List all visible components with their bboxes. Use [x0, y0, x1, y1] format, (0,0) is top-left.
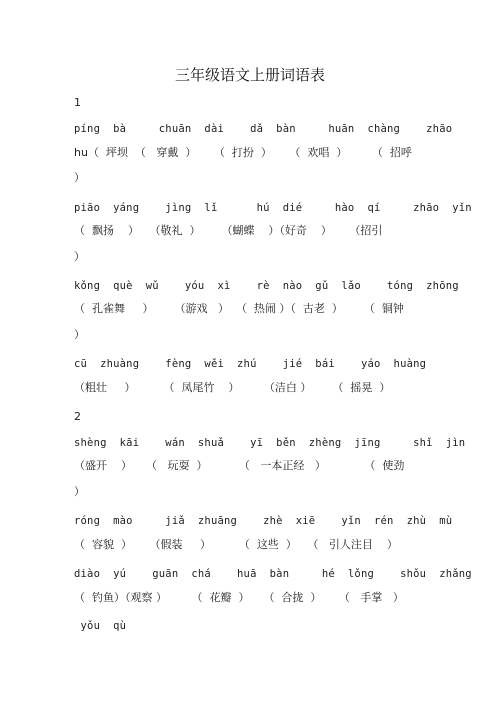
- word-line: ）: [74, 485, 85, 498]
- pinyin-line: piāo yáng jìng lǐ hú dié hào qí zhāo yǐn: [74, 202, 472, 214]
- pinyin-line: kǒng què wǔ yóu xì rè nào gǔ lǎo tóng zhōng: [74, 280, 459, 292]
- section-number: 1: [74, 96, 81, 109]
- pinyin-line: yǒu qù: [74, 620, 127, 632]
- word-line: （ 孔雀舞 ） （游戏 ） （ 热闹 ）（ 古老 ） （ 铜钟: [74, 302, 404, 315]
- pinyin-line: píng bà chuān dài dǎ bàn huān chàng zhāo: [74, 123, 453, 135]
- word-line: （ 钓鱼）（观察 ） （ 花瓣 ） （ 合拢 ） （ 手掌 ）: [74, 591, 404, 604]
- word-line: （ 飘扬 ） （敬礼 ） （蝴蝶 ）（好奇 ） （招引: [74, 224, 383, 237]
- pinyin-line: cū zhuàng fèng wěi zhú jié bái yáo huàng: [74, 358, 427, 370]
- page-title: 三年级语文上册词语表: [174, 66, 325, 84]
- pinyin-line: róng mào jiǎ zhuāng zhè xiē yǐn rén zhù mù: [74, 515, 453, 527]
- word-line: （粗壮 ） （ 凤尾竹 ） （洁白 ） （ 摇晃 ）: [74, 381, 391, 394]
- section-number: 2: [74, 410, 81, 423]
- word-line: ）: [74, 328, 85, 341]
- word-line: ）: [74, 250, 85, 263]
- word-line: hu（ 坪坝 （ 穿戴 ） （ 打扮 ） （ 欢唱 ） （ 招呼: [74, 146, 412, 159]
- word-line: （ 容貌 ） （假装 ） （ 这些 ） （ 引人注目 ）: [74, 538, 398, 551]
- pinyin-line: diào yú guān chá huā bàn hé lǒng shǒu zhǎng: [74, 568, 472, 580]
- word-line: ）: [74, 171, 85, 184]
- word-line: （盛开 ） （ 玩耍 ） （ 一本正经 ） （ 使劲: [74, 459, 405, 472]
- pinyin-line: shèng kāi wán shuǎ yī běn zhèng jīng shǐ jìn: [74, 437, 466, 449]
